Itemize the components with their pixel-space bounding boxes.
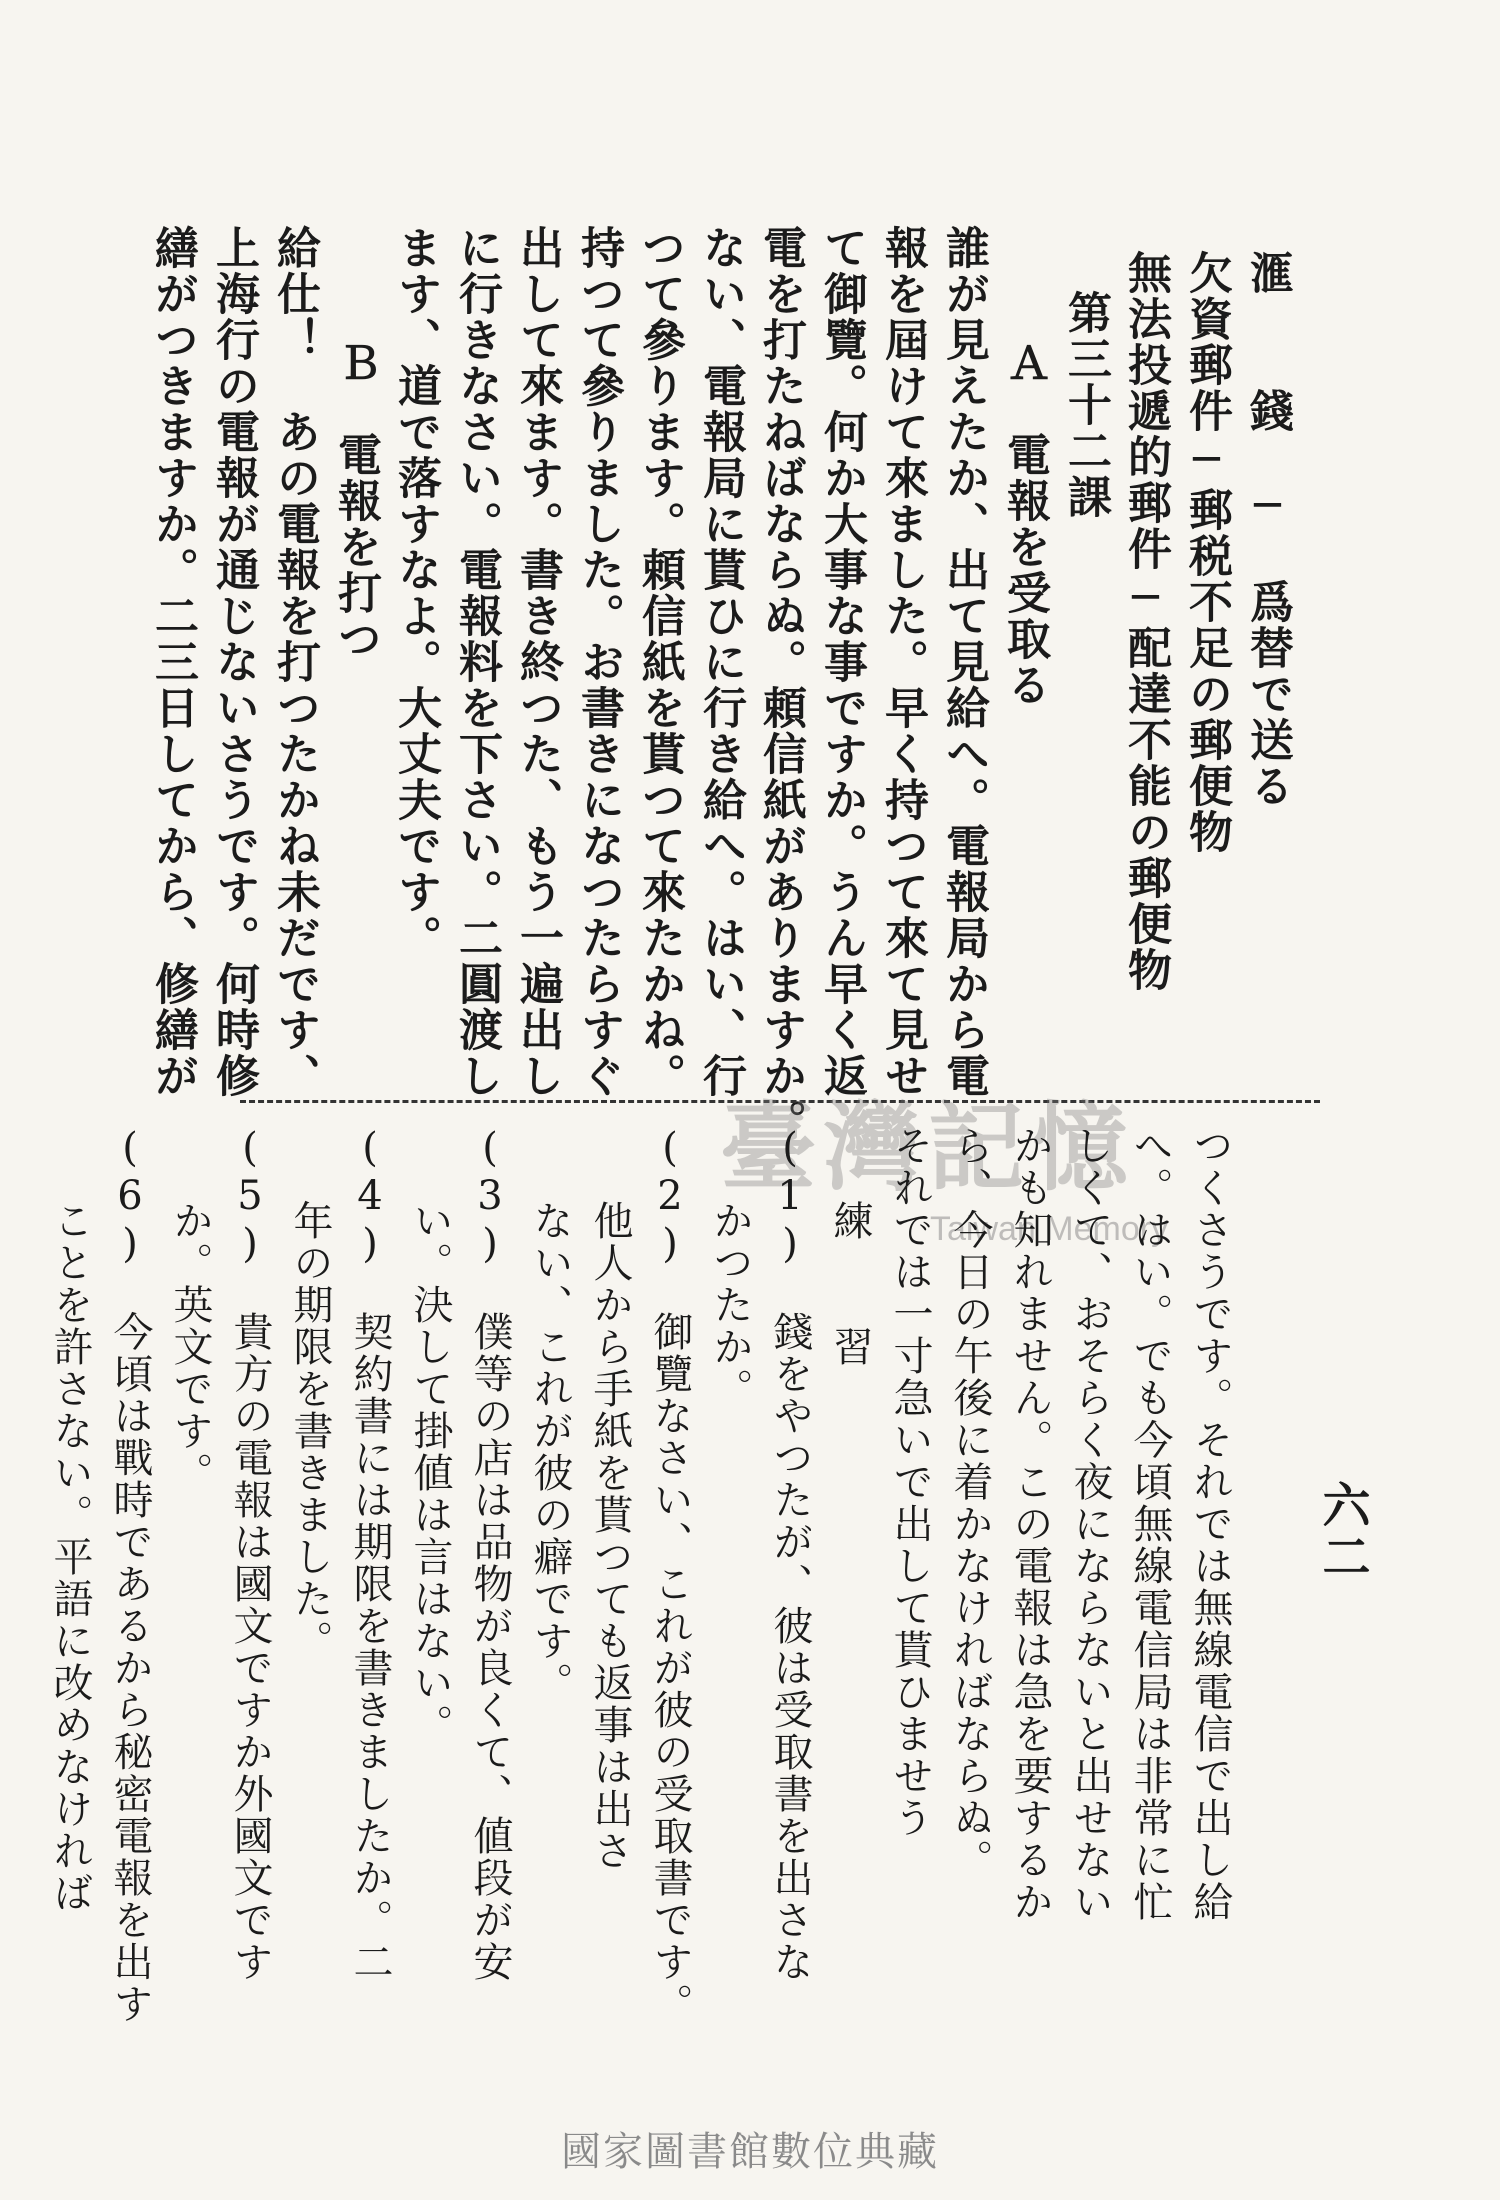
body-line: 上海行の電報が通じないさうです。何時修 xyxy=(208,225,259,1099)
section-b-heading: Ｂ 電報を打つ xyxy=(330,340,381,662)
section-a-heading: Ａ 電報を受取る xyxy=(999,340,1050,708)
exercise-heading: 練 習 xyxy=(827,1200,873,1368)
exercise-item: (4) 契約書には期限を書きましたか。二 xyxy=(347,1125,393,1983)
watermark-subtitle: Taiwan Memory xyxy=(930,1210,1169,1248)
body-line: ら、今日の午後に着かなければならぬ。 xyxy=(947,1125,993,1881)
vocab-line-1: 滙 錢 ─ 爲替で送る xyxy=(1242,250,1293,809)
body-line: 給仕！ あの電報を打つたかね未だです、 xyxy=(269,225,320,1099)
exercise-item: ことを許さない。平語に改めなければ xyxy=(47,1200,93,1914)
body-line: 持つて參りました。お書きになつたらすぐ xyxy=(573,225,624,1099)
exercise-item: い。決して掛値は言はない。 xyxy=(407,1200,453,1746)
exercise-item: (6) 今頃は戰時であるから秘密電報を出す xyxy=(107,1125,153,2025)
body-line: て御覽。何か大事な事ですか。うん早く返 xyxy=(816,225,867,1099)
vocab-line-2: 欠資郵件─郵税不足の郵便物 xyxy=(1181,250,1232,855)
body-line: 電を打たねばならぬ。頼信紙がありますか。 xyxy=(755,225,806,1145)
body-line: つくさうです。それでは無線電信で出し給 xyxy=(1187,1125,1233,1923)
exercise-item: (2) 御覽なさい、これが彼の受取書です。 xyxy=(647,1125,693,2025)
body-line: つて參ります。頼信紙を貰つて來たかね。 xyxy=(634,225,685,1099)
exercise-item: (1) 錢をやつたが、彼は受取書を出さな xyxy=(767,1125,813,1983)
vocab-line-3: 無法投遞的郵件─配達不能の郵便物 xyxy=(1120,250,1171,993)
body-line: かも知れません。この電報は急を要するか xyxy=(1007,1125,1053,1923)
body-line: それでは一寸急いで出して貰ひませう xyxy=(887,1125,933,1839)
page-number: 六二 xyxy=(1314,1480,1370,1584)
exercise-item: ない、これが彼の癖です。 xyxy=(527,1200,573,1704)
body-line: ます、道で落すなよ。大丈夫です。 xyxy=(390,225,441,961)
exercise-item: かつたか。 xyxy=(707,1200,753,1410)
body-line: に行きなさい。電報料を下さい。二圓渡し xyxy=(451,225,502,1099)
exercise-item: か。英文です。 xyxy=(167,1200,213,1494)
body-line: 出して來ます。書き終つた、もう一遍出し xyxy=(512,225,563,1099)
watermark-logo: 臺灣記憶 xyxy=(720,1091,1136,1204)
exercise-item: (3) 僕等の店は品物が良くて、値段が安 xyxy=(467,1125,513,1983)
body-line: 誰が見えたか、出て見給へ。電報局から電 xyxy=(938,225,989,1099)
body-line: 繕がつきますか。二三日してから、修繕が xyxy=(147,225,198,1099)
body-line: しくて、おそらく夜にならないと出せない xyxy=(1067,1125,1113,1923)
exercise-item: 年の期限を書きました。 xyxy=(287,1200,333,1662)
body-line: 報を屆けて來ました。早く持つて來て見せ xyxy=(877,225,928,1099)
lesson-title: 第三十二課 xyxy=(1060,290,1111,520)
exercise-item: 他人から手紙を貰つても返事は出さ xyxy=(587,1200,633,1872)
body-line: ない、電報局に貰ひに行き給へ。はい、行 xyxy=(695,225,746,1099)
footer-source: 國家圖書館數位典藏 xyxy=(561,2129,939,2175)
exercise-item: (5) 貴方の電報は國文ですか外國文です xyxy=(227,1125,273,1983)
body-line: へ。はい。でも今頃無線電信局は非常に忙 xyxy=(1127,1125,1173,1923)
